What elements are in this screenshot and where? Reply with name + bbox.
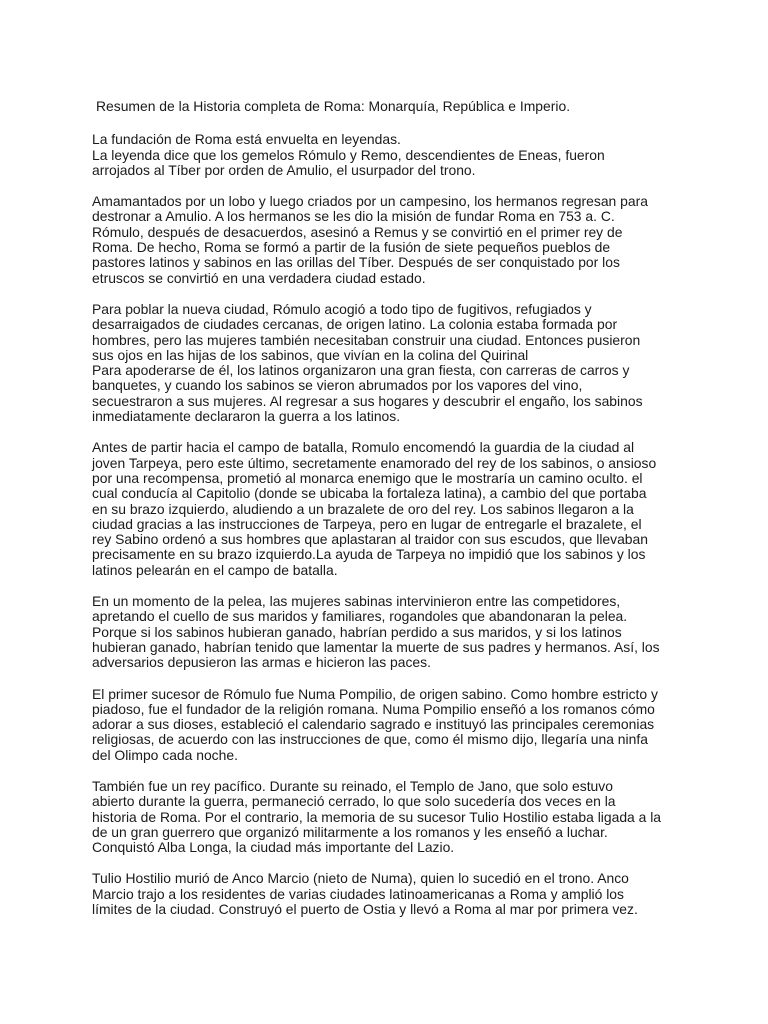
text-line: Porque si los sabinos hubieran ganado, habrían perdido a sus maridos, y si los latinos xyxy=(92,623,622,640)
text-line: adorar a sus dioses, estableció el calendario sagrado e instituyó las principales ceremonias xyxy=(92,716,655,733)
paragraph xyxy=(92,594,662,670)
text-line: del Olimpo cada noche. xyxy=(92,746,238,763)
text-line: latinos pelearán en el campo de batalla. xyxy=(92,561,338,578)
text-line: También fue un rey pacífico. Durante su reinado, el Templo de Jano, que solo estuvo xyxy=(92,777,613,794)
text-line: cual conducía al Capitolio (donde se ubicaba la fortaleza latina), a cambio del que portaba xyxy=(92,485,647,502)
text-line: secuestraron a sus mujeres. Al regresar a sus hogares y descubrir el engaño, los sabinos xyxy=(92,392,643,409)
text-line: límites de la ciudad. Construyó el puerto de Ostia y llevó a Roma al mar por primera vez. xyxy=(92,901,638,918)
paragraph xyxy=(92,440,662,578)
document-title: Resumen de la Historia completa de Roma: Monarquía, República e Imperio. xyxy=(96,98,571,114)
text-line: Antes de partir hacia el campo de batalla, Romulo encomendó la guardia de la ciudad al xyxy=(92,439,635,456)
text-line: Roma. De hecho, Roma se formó a partir de la fusión de siete pequeños pueblos de xyxy=(92,239,611,256)
text-line: Marcio trajo a los residentes de varias ciudades latinoamericanas a Roma y amplió los xyxy=(92,885,624,902)
text-line: de un gran guerrero que organizó militarmente a los romanos y les enseñó a luchar. xyxy=(92,823,608,840)
text-line: inmediatamente declararon la guerra a los latinos. xyxy=(92,408,401,425)
text-line: en su brazo izquierdo, aludiendo a un brazalete de oro del rey. Los sabinos llegaron a la xyxy=(92,500,634,517)
text-line: Para apoderarse de él, los latinos organizaron una gran fiesta, con carreras de carros y xyxy=(92,362,630,379)
text-line: Rómulo, después de desacuerdos, asesinó a Remus y se convirtió en el primer rey de xyxy=(92,223,623,240)
text-line: Para poblar la nueva ciudad, Rómulo acogió a todo tipo de fugitivos, refugiados y xyxy=(92,300,592,317)
document-page xyxy=(92,99,662,933)
text-line: Conquistó Alba Longa, la ciudad más importante del Lazio. xyxy=(92,839,455,856)
text-line: sus ojos en las hijas de los sabinos, que vivían en la colina del Quirinal xyxy=(92,346,529,363)
text-line: apretando el cuello de sus maridos y familiares, rogandoles que abandonaran la pelea. xyxy=(92,608,628,625)
text-line: por una recompensa, prometió al monarca enemigo que le mostraría un camino oculto. el xyxy=(92,469,643,486)
text-line: abierto durante la guerra, permaneció cerrado, lo que solo sucedería dos veces en la xyxy=(92,793,616,810)
text-line: arrojados al Tíber por orden de Amulio, el usurpador del trono. xyxy=(92,161,476,178)
paragraph xyxy=(92,779,662,855)
text-line: adversarios depusieron las armas e hicieron las paces. xyxy=(92,654,431,671)
paragraph xyxy=(92,194,662,286)
text-line: piadoso, fue el fundador de la religión romana. Numa Pompilio enseñó a los romanos cómo xyxy=(92,700,655,717)
text-line: precisamente en su brazo izquierdo.La ayuda de Tarpeya no impidió que los sabinos y los xyxy=(92,546,646,563)
text-line: historia de Roma. Por el contrario, la memoria de su sucesor Tulio Hostilio estaba ligada a la xyxy=(92,808,662,825)
text-line: destronar a Amulio. A los hermanos se les dio la misión de fundar Roma en 753 a. C. xyxy=(92,208,615,225)
paragraph xyxy=(92,302,662,424)
document-body xyxy=(92,132,662,917)
paragraph xyxy=(92,132,662,178)
paragraph xyxy=(92,687,662,763)
text-line: hubieran ganado, habrían tenido que lamentar la muerte de sus padres y hermanos. Así, los xyxy=(92,638,660,655)
text-line: La fundación de Roma está envuelta en leyendas. xyxy=(92,131,401,148)
text-line: Tulio Hostilio murió de Anco Marcio (nieto de Numa), quien lo sucedió en el trono. Anco xyxy=(92,870,629,887)
text-line: pastores latinos y sabinos en las orillas del Tíber. Después de ser conquistado por los xyxy=(92,254,620,271)
text-line: Amamantados por un lobo y luego criados por un campesino, los hermanos regresan para xyxy=(92,193,648,210)
text-line: hombres, pero las mujeres también necesitaban construir una ciudad. Entonces pusieron xyxy=(92,331,641,348)
text-line: El primer sucesor de Rómulo fue Numa Pompilio, de origen sabino. Como hombre estricto y xyxy=(92,685,658,702)
text-line: En un momento de la pelea, las mujeres sabinas intervinieron entre las competidores, xyxy=(92,593,621,610)
text-line: etruscos se convirtió en una verdadera ciudad estado. xyxy=(92,269,426,286)
text-line: rey Sabino ordenó a sus hombres que aplastaran al traidor con sus escudos, que llevaban xyxy=(92,531,648,548)
text-line: religiosas, de acuerdo con las instrucciones de que, como él mismo dijo, llegaría una ninfa xyxy=(92,731,648,748)
paragraph xyxy=(92,871,662,917)
text-line: joven Tarpeya, pero este último, secretamente enamorado del rey de los sabinos, o ansioso xyxy=(92,454,657,471)
text-line: ciudad gracias a las instrucciones de Tarpeya, pero en lugar de entregarle el brazalete, el xyxy=(92,515,642,532)
text-line: desarraigados de ciudades cercanas, de origen latino. La colonia estaba formada por xyxy=(92,316,618,333)
text-line: banquetes, y cuando los sabinos se vieron abrumados por los vapores del vino, xyxy=(92,377,583,394)
text-line: La leyenda dice que los gemelos Rómulo y Remo, descendientes de Eneas, fueron xyxy=(92,146,605,163)
